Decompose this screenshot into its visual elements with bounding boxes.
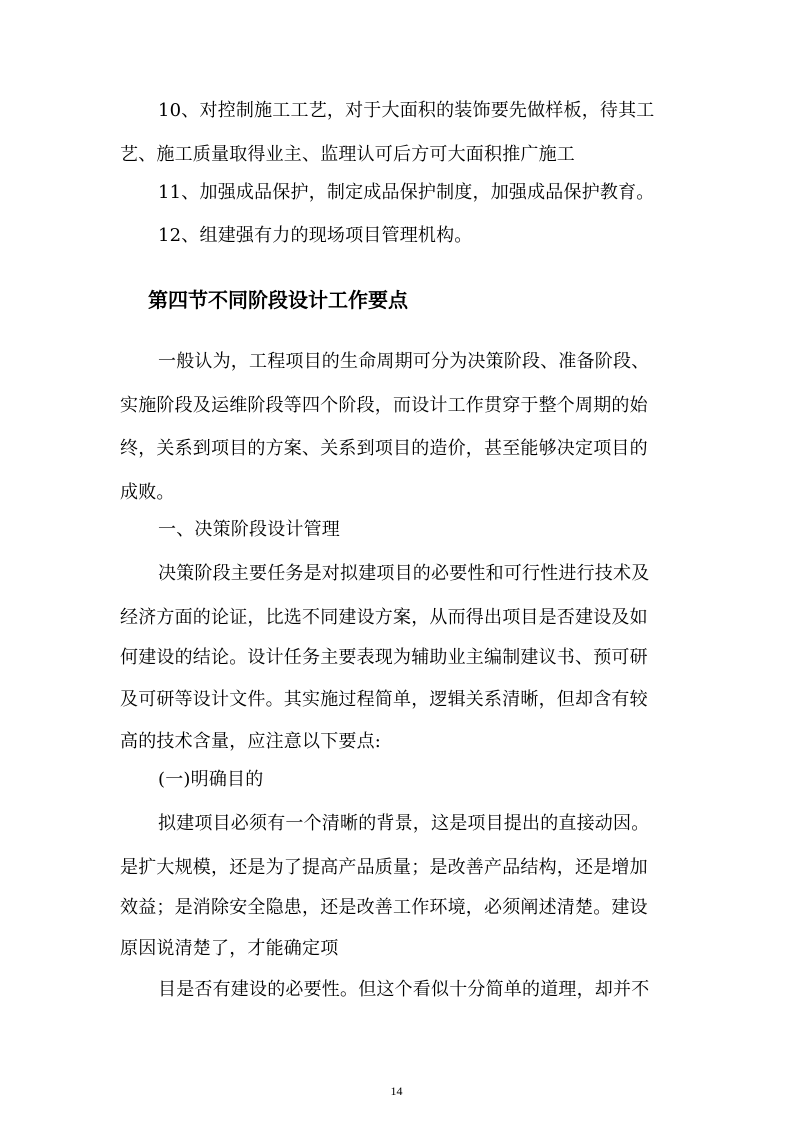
paragraph-line: 目是否有建设的必要性。但这个看似十分简单的道理，却并不	[158, 979, 650, 1000]
paragraph-line: 艺、施工质量取得业主、监理认可后方可大面积推广施工	[120, 144, 575, 165]
paragraph-line: 原因说清楚了，才能确定项	[120, 938, 339, 959]
paragraph-line: 成败。	[120, 482, 175, 503]
subsection-heading: (一)明确目的	[158, 769, 264, 790]
paragraph-line: 决策阶段主要任务是对拟建项目的必要性和可行性进行技术及	[158, 563, 650, 584]
paragraph-line: 10、对控制施工工艺，对于大面积的装饰要先做样板，待其工	[158, 100, 655, 121]
paragraph-line: 一般认为，工程项目的生命周期可分为决策阶段、准备阶段、	[158, 351, 650, 372]
subsection-heading: 一、决策阶段设计管理	[158, 519, 340, 540]
paragraph-line: 11、加强成品保护，制定成品保护制度，加强成品保护教育。	[158, 182, 655, 203]
paragraph-line: 12、组建强有力的现场项目管理机构。	[158, 225, 473, 246]
paragraph-line: 经济方面的论证，比选不同建设方案，从而得出项目是否建设及如	[120, 607, 648, 628]
paragraph-line: 实施阶段及运维阶段等四个阶段，而设计工作贯穿于整个周期的始	[120, 395, 648, 416]
paragraph-line: 效益；是消除安全隐患，还是改善工作环境，必须阐述清楚。建设	[120, 897, 648, 918]
page-number: 14	[390, 1084, 403, 1098]
section-heading: 第四节不同阶段设计工作要点	[148, 288, 408, 312]
paragraph-line: 终，关系到项目的方案、关系到项目的造价，甚至能够决定项目的	[120, 438, 648, 459]
paragraph-line: 何建设的结论。设计任务主要表现为辅助业主编制建议书、预可研	[120, 647, 648, 668]
paragraph-line: 拟建项目必须有一个清晰的背景，这是项目提出的直接动因。	[158, 813, 650, 834]
paragraph-line: 是扩大规模，还是为了提高产品质量；是改善产品结构，还是增加	[120, 857, 648, 878]
paragraph-line: 及可研等设计文件。其实施过程简单，逻辑关系清晰，但却含有较	[120, 689, 648, 710]
paragraph-line: 高的技术含量，应注意以下要点:	[120, 731, 382, 752]
